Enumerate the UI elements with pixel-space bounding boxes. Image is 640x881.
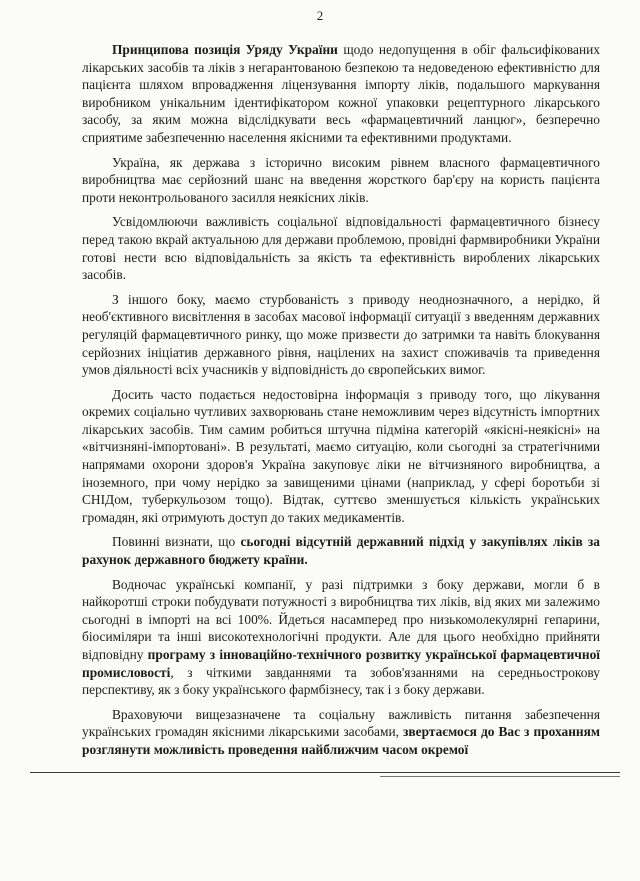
paragraph-2 <box>82 154 600 207</box>
text-segment: Україна, як держава з історично високим рівнем власного фармацевтичного виробництва має серйозний шанс на введення жорсткого бар'єру на користь пацієнта проти неконтрольованого засилля неякісних ліків. <box>82 154 600 205</box>
bold-text: сьогодні відсутній державний підхід у закупівлях ліків за рахунок державного бюджету країни. <box>82 534 601 568</box>
text-segment: , з чіткими завданнями та зобов'язаннями на середньострокову перспективу, як з боку українського фармбізнесу, так і з боку держави. <box>82 664 600 698</box>
paragraph-4 <box>82 291 600 379</box>
page-number: 2 <box>316 8 324 23</box>
text-segment: Усвідомлюючи важливість соціальної відповідальності фармацевтичного бізнесу перед такою вкрай актуальною для держави проблемою, провідні фармвиробники України готові нести всю відповідальність за якість та ефективність вироблених лікарських засобів. <box>82 214 600 283</box>
paragraph-3 <box>82 213 600 283</box>
bold-text: Принципова позиція Уряду України <box>112 42 338 57</box>
bold-text: програму з інноваційно-технічного розвитку української фармацевтичної промисловості <box>82 647 600 680</box>
paragraph-5 <box>82 386 600 527</box>
paragraph-6 <box>82 533 600 568</box>
text-segment: Водночас українські компанії, у разі підтримки з боку держави, могли б в найкоротші строки побудувати потужності з виробництва тих ліків, від яких ми залежимо сьогодні в імпорті на всі 100%. Йдеться насамперед про низькомолекулярні гепарини, біосиміляри та інші високотехнологічні продукти. Але для цього необхідно прийняти відповідну <box>82 576 600 662</box>
text-segment: Повинні визнати, що <box>112 534 241 550</box>
bold-text: звертаємося до Вас з проханням розглянути можливість проведення найближчим часом окремої <box>82 724 600 757</box>
page-divider <box>30 772 620 773</box>
text-segment: З іншого боку, маємо стурбованість з приводу неоднозначного, а нерідко, й необ'єктивного висвітлення в засобах масової інформації ситуації з введенням державних регуляцій фармацевтичного ринку, що може призвести до затримки та навіть блокування серйозних ініціатив державного рівня, націлених на захист споживачів та приведення умов діяльності всіх учасників у відповідність до європейських вимог. <box>82 291 600 378</box>
text-segment: Враховуючи вищезазначене та соціальну важливість питання забезпечення українських громадян якісними лікарськими засобами, <box>82 706 600 740</box>
text-segment: Досить часто подається недостовірна інформація з приводу того, що лікування окремих соціально чутливих захворювань стане неможливим через відсутність імпортних лікарських засобів. Тим самим робиться штучна підміна категорій «якісні-неякісні» на «вітчизняні-імпортовані». В результаті, маємо ситуацію, коли сьогодні за стратегічними напрямами охорони здоров'я Україна закуповує ліки не вітчизняного виробництва, а іноземного, при чому нерідко за завищеними цінами (наприклад, у сфері боротьби зі СНІДом, туберкульозом тощо). Відтак, суттєво зменшується кількість українських громадян, які отримують доступ до таких медикаментів. <box>82 386 600 525</box>
page-divider-secondary <box>380 776 620 777</box>
paragraph-8 <box>82 706 600 759</box>
paragraph-7 <box>82 576 600 699</box>
paragraph-1 <box>82 41 600 147</box>
letter-body <box>82 41 600 766</box>
text-segment: щодо недопущення в обіг фальсифікованих лікарських засобів та ліків з негарантованою безпекою та недоведеною ефективністю для пацієнта шляхом впровадження ліцензування імпорту ліків, подальшого маркування виробником унікальним ідентифікатором кожної упаковки рецептурного лікарського засобу, за яким можна відслідкувати весь «фармацевтичний ланцюг», безперечно сприятиме забезпеченню населення якісними та ефективними продуктами. <box>82 42 600 145</box>
